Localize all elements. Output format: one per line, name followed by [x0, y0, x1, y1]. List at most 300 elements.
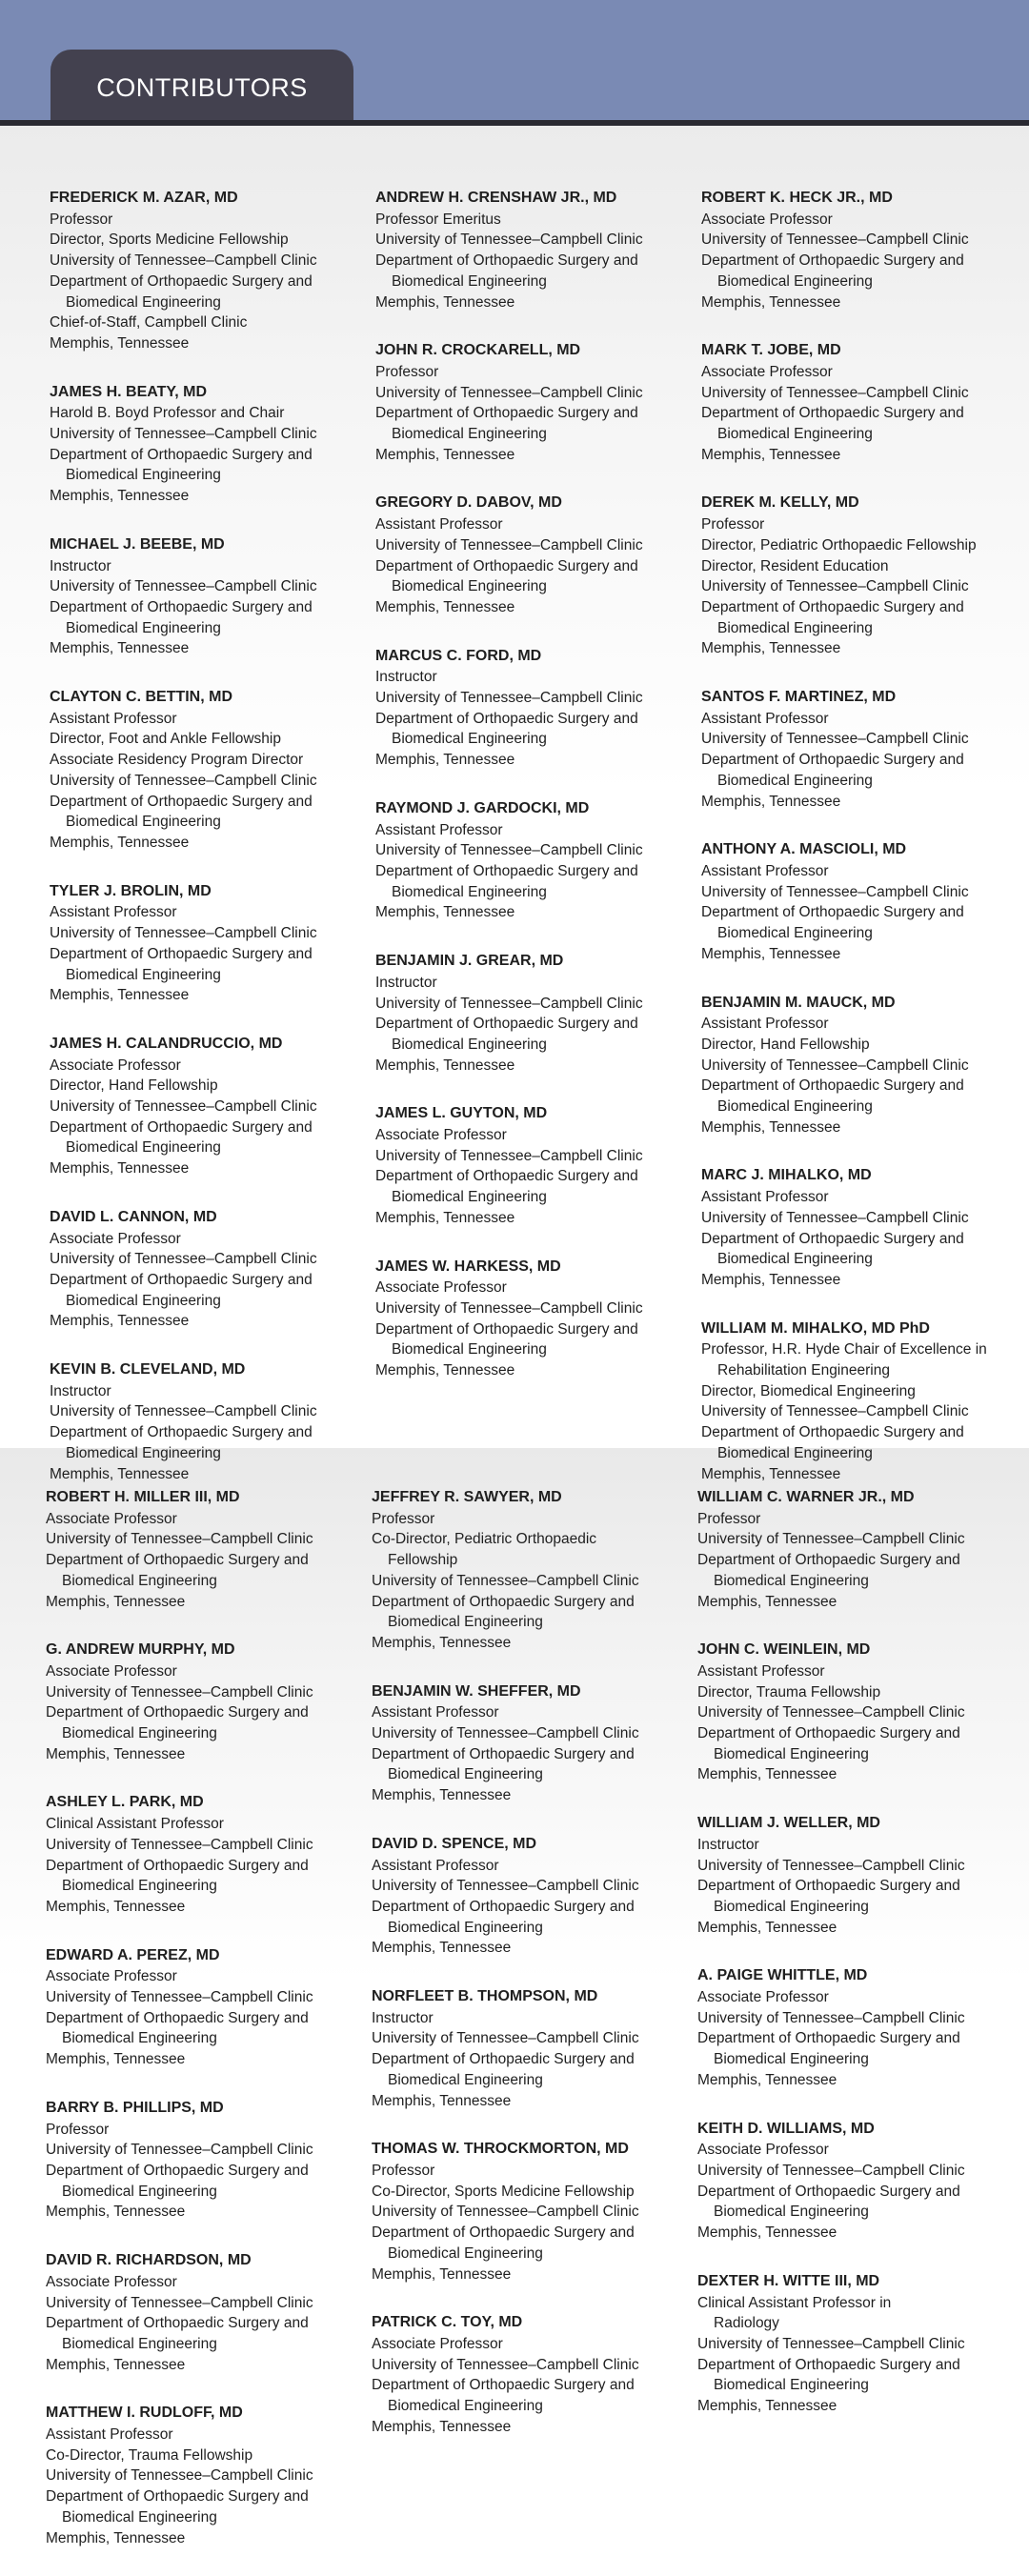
- contributor-affiliation-line: Biomedical Engineering: [66, 1292, 221, 1309]
- contributor-affiliation-line: Department of Orthopaedic Surgery and: [375, 557, 638, 574]
- contributor-affiliation-line: Department of Orthopaedic Surgery and: [375, 1168, 638, 1185]
- contributor-affiliation-line: Department of Orthopaedic Surgery and: [701, 752, 964, 769]
- contributor-entry: [372, 1681, 686, 1806]
- contributor-affiliation-line: University of Tennessee–Campbell Clinic: [46, 2467, 313, 2485]
- contributor-affiliation-line: Biomedical Engineering: [717, 1251, 873, 1268]
- contributor-affiliation-line: Biomedical Engineering: [388, 2244, 543, 2262]
- contributor-affiliation-line: Department of Orthopaedic Surgery and: [372, 1593, 635, 1610]
- contributor-affiliation-line: University of Tennessee–Campbell Clinic: [375, 995, 643, 1012]
- contributor-affiliation-line: Memphis, Tennessee: [372, 2418, 512, 2435]
- contributor-affiliation-line: Department of Orthopaedic Surgery and: [375, 862, 638, 879]
- contributor-affiliation-line: Memphis, Tennessee: [375, 446, 515, 463]
- contributor-affiliation-line: University of Tennessee–Campbell Clinic: [697, 2162, 965, 2179]
- contributor-affiliation-line: Director, Hand Fellowship: [701, 1036, 870, 1053]
- contributor-name: DEXTER H. WITTE III, MD: [697, 2272, 880, 2289]
- contributor-entry: [697, 1487, 1012, 1612]
- contributor-affiliation-line: Department of Orthopaedic Surgery and: [375, 710, 638, 727]
- contributor-entry: [46, 1792, 360, 1917]
- contributor-affiliation-line: Memphis, Tennessee: [701, 793, 841, 810]
- contributor-entry: [701, 493, 1016, 659]
- contributor-affiliation-line: Biomedical Engineering: [66, 814, 221, 831]
- contributor-affiliation-line: Professor: [50, 211, 113, 228]
- contributor-affiliation-line: Biomedical Engineering: [392, 426, 547, 443]
- contributor-affiliation-line: Memphis, Tennessee: [697, 2398, 837, 2415]
- contributor-affiliation-line: Professor, H.R. Hyde Chair of Excellence in: [701, 1341, 987, 1358]
- contributor-entry: [697, 1813, 1012, 1938]
- contributor-affiliation-line: Department of Orthopaedic Surgery and: [697, 1725, 960, 1742]
- contributor-entry: [375, 646, 690, 771]
- contributor-affiliation-line: Memphis, Tennessee: [375, 752, 515, 769]
- contributor-name: PATRICK C. TOY, MD: [372, 2314, 523, 2331]
- contributor-affiliation-line: Associate Professor: [375, 1127, 507, 1144]
- contributor-affiliation-line: Department of Orthopaedic Surgery and: [372, 1898, 635, 1915]
- contributor-affiliation-line: Assistant Professor: [372, 1704, 499, 1721]
- contributor-affiliation-line: Biomedical Engineering: [717, 619, 873, 636]
- contributor-affiliation-line: Co-Director, Sports Medicine Fellowship: [372, 2183, 635, 2200]
- contributor-affiliation-line: Memphis, Tennessee: [50, 640, 190, 657]
- contributor-affiliation-line: University of Tennessee–Campbell Clinic: [50, 252, 317, 270]
- contributor-affiliation-line: University of Tennessee–Campbell Clinic: [46, 2294, 313, 2311]
- contributor-affiliation-line: Department of Orthopaedic Surgery and: [375, 1320, 638, 1338]
- contributor-affiliation-line: University of Tennessee–Campbell Clinic: [50, 1098, 317, 1116]
- contributor-affiliation-line: Assistant Professor: [701, 1016, 829, 1033]
- contributor-affiliation-line: Department of Orthopaedic Surgery and: [697, 1878, 960, 1895]
- contributor-entry: [701, 340, 1016, 465]
- contributor-affiliation-line: Clinical Assistant Professor: [46, 1816, 224, 1833]
- contributor-affiliation-line: Department of Orthopaedic Surgery and: [701, 405, 964, 422]
- contributor-affiliation-line: Memphis, Tennessee: [46, 1593, 186, 1610]
- contributor-affiliation-line: Biomedical Engineering: [62, 1572, 217, 1589]
- contributor-name: JOHN R. CROCKARELL, MD: [375, 342, 581, 359]
- contributor-entry: [50, 534, 364, 659]
- contributor-affiliation-line: Memphis, Tennessee: [697, 2071, 837, 2088]
- contributor-name: ASHLEY L. PARK, MD: [46, 1794, 204, 1811]
- contributor-affiliation-line: Department of Orthopaedic Surgery and: [701, 1077, 964, 1095]
- contributor-affiliation-line: University of Tennessee–Campbell Clinic: [701, 384, 969, 401]
- contributor-affiliation-line: Memphis, Tennessee: [375, 598, 515, 615]
- contributor-affiliation-line: Assistant Professor: [701, 1189, 829, 1206]
- contributor-affiliation-line: Professor: [701, 516, 765, 533]
- contributor-affiliation-line: University of Tennessee–Campbell Clinic: [372, 1725, 639, 1742]
- contributor-affiliation-line: Director, Hand Fellowship: [50, 1077, 218, 1095]
- contributor-affiliation-line: Memphis, Tennessee: [46, 2356, 186, 2373]
- contributor-affiliation-line: Associate Professor: [50, 1057, 181, 1074]
- contributor-name: WILLIAM M. MIHALKO, MD PhD: [701, 1319, 930, 1337]
- contributor-affiliation-line: Department of Orthopaedic Surgery and: [46, 1704, 309, 1721]
- contributor-name: A. PAIGE WHITTLE, MD: [697, 1967, 868, 1984]
- contributor-affiliation-line: Department of Orthopaedic Surgery and: [701, 1424, 964, 1441]
- contributor-name: JOHN C. WEINLEIN, MD: [697, 1641, 871, 1659]
- contributor-column: [701, 188, 1016, 1512]
- contributor-affiliation-line: Biomedical Engineering: [62, 2508, 217, 2526]
- contributor-entry: [701, 1318, 1016, 1485]
- contributor-affiliation-line: University of Tennessee–Campbell Clinic: [46, 2142, 313, 2159]
- contributor-affiliation-line: Department of Orthopaedic Surgery and: [46, 2488, 309, 2506]
- contributor-entry: [697, 2119, 1012, 2244]
- contributor-affiliation-line: Biomedical Engineering: [388, 1766, 543, 1783]
- contributor-entry: [46, 2403, 360, 2548]
- contributor-affiliation-line: Biomedical Engineering: [714, 2377, 869, 2394]
- contributor-name: GREGORY D. DABOV, MD: [375, 494, 562, 512]
- contributor-affiliation-line: Department of Orthopaedic Surgery and: [372, 2224, 635, 2242]
- contributor-affiliation-line: Memphis, Tennessee: [697, 1766, 837, 1783]
- contributor-affiliation-line: University of Tennessee–Campbell Clinic: [375, 1147, 643, 1164]
- contributor-affiliation-line: Department of Orthopaedic Surgery and: [46, 2315, 309, 2332]
- contributor-affiliation-line: University of Tennessee–Campbell Clinic: [50, 1251, 317, 1268]
- contributor-affiliation-line: Biomedical Engineering: [392, 1189, 547, 1206]
- contributor-name: FREDERICK M. AZAR, MD: [50, 190, 238, 206]
- contributor-affiliation-line: Biomedical Engineering: [717, 1444, 873, 1461]
- contributor-affiliation-line: Department of Orthopaedic Surgery and: [46, 1552, 309, 1569]
- contributor-name: KEITH D. WILLIAMS, MD: [697, 2120, 875, 2137]
- contributor-affiliation-line: Biomedical Engineering: [388, 1919, 543, 1936]
- contributor-affiliation-line: University of Tennessee–Campbell Clinic: [375, 842, 643, 859]
- contributor-affiliation-line: Memphis, Tennessee: [50, 987, 190, 1004]
- contributor-entry: [375, 1103, 690, 1228]
- contributor-entry: [50, 188, 364, 354]
- contributor-name: BENJAMIN J. GREAR, MD: [375, 953, 564, 970]
- contributor-name: EDWARD A. PEREZ, MD: [46, 1946, 220, 1963]
- contributor-affiliation-line: University of Tennessee–Campbell Clinic: [50, 925, 317, 942]
- contributor-affiliation-line: Memphis, Tennessee: [701, 1271, 841, 1288]
- contributor-column: [372, 1487, 686, 2465]
- contributor-affiliation-line: University of Tennessee–Campbell Clinic: [46, 1836, 313, 1853]
- contributor-affiliation-line: Assistant Professor: [46, 2426, 173, 2444]
- contributor-affiliation-line: Director, Foot and Ankle Fellowship: [50, 731, 281, 748]
- contributor-affiliation-line: Memphis, Tennessee: [372, 1940, 512, 1957]
- contributor-affiliation-line: Biomedical Engineering: [66, 966, 221, 983]
- contributor-entry: [372, 1487, 686, 1654]
- contributor-affiliation-line: Department of Orthopaedic Surgery and: [701, 904, 964, 921]
- contributor-affiliation-line: Associate Professor: [697, 2142, 829, 2159]
- contributor-affiliation-line: University of Tennessee–Campbell Clinic: [50, 578, 317, 595]
- contributor-name: RAYMOND J. GARDOCKI, MD: [375, 799, 590, 816]
- contributor-affiliation-line: Biomedical Engineering: [717, 1098, 873, 1116]
- contributor-affiliation-line: Department of Orthopaedic Surgery and: [50, 945, 313, 962]
- contributor-affiliation-line: Biomedical Engineering: [717, 272, 873, 290]
- contributor-affiliation-line: Department of Orthopaedic Surgery and: [50, 1424, 313, 1441]
- contributor-affiliation-line: University of Tennessee–Campbell Clinic: [701, 1057, 969, 1074]
- contributor-affiliation-line: Instructor: [375, 669, 437, 686]
- contributor-affiliation-line: Department of Orthopaedic Surgery and: [372, 2377, 635, 2394]
- contributor-name: ROBERT K. HECK JR., MD: [701, 190, 893, 206]
- contributor-affiliation-line: Memphis, Tennessee: [372, 1787, 512, 1804]
- contributor-affiliation-line: Director, Pediatric Orthopaedic Fellowship: [701, 536, 977, 553]
- contributor-affiliation-line: Department of Orthopaedic Surgery and: [697, 1552, 960, 1569]
- contributor-affiliation-line: Chief-of-Staff, Campbell Clinic: [50, 314, 248, 332]
- contributor-name: JAMES H. BEATY, MD: [50, 383, 208, 400]
- contributor-name: MARCUS C. FORD, MD: [375, 647, 542, 664]
- contributor-affiliation-line: Memphis, Tennessee: [46, 2051, 186, 2068]
- contributor-affiliation-line: Professor: [372, 2162, 435, 2179]
- contributor-name: ROBERT H. MILLER III, MD: [46, 1489, 240, 1505]
- contributor-affiliation-line: University of Tennessee–Campbell Clinic: [50, 426, 317, 443]
- contributor-affiliation-line: Professor: [697, 1510, 761, 1527]
- contributor-affiliation-line: Assistant Professor: [697, 1662, 825, 1680]
- contributor-entry: [50, 1207, 364, 1332]
- contributor-affiliation-line: Instructor: [375, 974, 437, 991]
- contributor-entry: [50, 1359, 364, 1484]
- contributor-affiliation-line: University of Tennessee–Campbell Clinic: [697, 1531, 965, 1548]
- contributor-affiliation-line: University of Tennessee–Campbell Clinic: [375, 231, 643, 249]
- contributor-affiliation-line: Department of Orthopaedic Surgery and: [50, 446, 313, 463]
- contributor-entry: [375, 493, 690, 617]
- contributor-affiliation-line: Biomedical Engineering: [714, 1745, 869, 1762]
- contributor-affiliation-line: Associate Professor: [46, 1968, 177, 1985]
- contributor-affiliation-line: Biomedical Engineering: [392, 1341, 547, 1358]
- contributor-affiliation-line: Memphis, Tennessee: [697, 1919, 837, 1936]
- contributor-name: BARRY B. PHILLIPS, MD: [46, 2099, 224, 2116]
- contributor-affiliation-line: Associate Professor: [701, 211, 833, 228]
- contributor-entry: [46, 1945, 360, 2070]
- contributor-entry: [701, 839, 1016, 964]
- contributor-affiliation-line: Department of Orthopaedic Surgery and: [372, 2051, 635, 2068]
- contributor-affiliation-line: Biomedical Engineering: [66, 467, 221, 484]
- contributor-name: SANTOS F. MARTINEZ, MD: [701, 689, 897, 706]
- contributor-name: TYLER J. BROLIN, MD: [50, 882, 212, 899]
- contributor-affiliation-line: Biomedical Engineering: [392, 578, 547, 595]
- contributor-name: MATTHEW I. RUDLOFF, MD: [46, 2405, 243, 2422]
- contributor-entry: [46, 2250, 360, 2375]
- contributor-column: [46, 1487, 360, 2576]
- contributor-affiliation-line: Biomedical Engineering: [392, 272, 547, 290]
- contributor-affiliation-line: Biomedical Engineering: [392, 1036, 547, 1053]
- contributor-name: ANTHONY A. MASCIOLI, MD: [701, 841, 907, 858]
- contributor-affiliation-line: Director, Biomedical Engineering: [701, 1382, 916, 1399]
- contributor-affiliation-line: Memphis, Tennessee: [697, 1593, 837, 1610]
- contributor-affiliation-line: University of Tennessee–Campbell Clinic: [697, 2335, 965, 2352]
- contributor-entry: [697, 1640, 1012, 1785]
- contributor-affiliation-line: University of Tennessee–Campbell Clinic: [46, 1683, 313, 1701]
- contributor-affiliation-line: Memphis, Tennessee: [50, 1160, 190, 1177]
- contributor-entry: [697, 1965, 1012, 2090]
- contributor-affiliation-line: University of Tennessee–Campbell Clinic: [50, 1403, 317, 1420]
- contributor-affiliation-line: Biomedical Engineering: [714, 1898, 869, 1915]
- contributor-entry: [697, 2271, 1012, 2417]
- contributor-affiliation-line: Instructor: [372, 2009, 434, 2026]
- contributor-affiliation-line: University of Tennessee–Campbell Clinic: [701, 731, 969, 748]
- contributor-affiliation-line: Biomedical Engineering: [62, 2030, 217, 2047]
- contributor-affiliation-line: University of Tennessee–Campbell Clinic: [375, 1299, 643, 1317]
- contributor-affiliation-line: University of Tennessee–Campbell Clinic: [375, 384, 643, 401]
- contributor-affiliation-line: Co-Director, Pediatric Orthopaedic: [372, 1531, 597, 1548]
- contributor-entry: [375, 188, 690, 312]
- contributor-affiliation-line: University of Tennessee–Campbell Clinic: [372, 2356, 639, 2373]
- contributor-affiliation-line: Biomedical Engineering: [66, 1444, 221, 1461]
- contributor-affiliation-line: Biomedical Engineering: [717, 426, 873, 443]
- contributor-affiliation-line: Department of Orthopaedic Surgery and: [697, 2030, 960, 2047]
- contributor-affiliation-line: Memphis, Tennessee: [50, 834, 190, 851]
- contributor-affiliation-line: University of Tennessee–Campbell Clinic: [701, 1403, 969, 1420]
- contributor-affiliation-line: Memphis, Tennessee: [701, 293, 841, 311]
- contributor-name: WILLIAM J. WELLER, MD: [697, 1815, 880, 1832]
- contributor-affiliation-line: Biomedical Engineering: [62, 1878, 217, 1895]
- contributor-affiliation-line: Instructor: [50, 557, 111, 574]
- contributor-name: JEFFREY R. SAWYER, MD: [372, 1489, 562, 1505]
- contributor-affiliation-line: Memphis, Tennessee: [50, 334, 190, 352]
- contributor-affiliation-line: Department of Orthopaedic Surgery and: [701, 598, 964, 615]
- contributor-affiliation-line: Memphis, Tennessee: [701, 945, 841, 962]
- contributor-name: THOMAS W. THROCKMORTON, MD: [372, 2141, 629, 2158]
- contributor-entry: [50, 881, 364, 1006]
- contributor-affiliation-line: Memphis, Tennessee: [372, 2265, 512, 2283]
- contributor-affiliation-line: Memphis, Tennessee: [46, 1745, 186, 1762]
- contributor-entry: [372, 2312, 686, 2437]
- contributor-affiliation-line: University of Tennessee–Campbell Clinic: [372, 1878, 639, 1895]
- contributor-affiliation-line: Memphis, Tennessee: [50, 1465, 190, 1482]
- contributor-affiliation-line: Department of Orthopaedic Surgery and: [50, 1271, 313, 1288]
- contributor-affiliation-line: Associate Professor: [50, 1230, 181, 1247]
- contributor-entry: [375, 798, 690, 923]
- contributor-entry: [375, 340, 690, 465]
- contributor-affiliation-line: Department of Orthopaedic Surgery and: [375, 252, 638, 270]
- contributor-affiliation-line: Department of Orthopaedic Surgery and: [50, 272, 313, 290]
- contributor-name: MICHAEL J. BEEBE, MD: [50, 535, 225, 553]
- contributor-column: [375, 188, 690, 1409]
- contributor-affiliation-line: Professor Emeritus: [375, 211, 501, 228]
- contributor-name: ANDREW H. CRENSHAW JR., MD: [375, 190, 617, 206]
- contributor-affiliation-line: Biomedical Engineering: [388, 2071, 543, 2088]
- contributor-affiliation-line: Professor: [46, 2121, 110, 2138]
- contributor-name: CLAYTON C. BETTIN, MD: [50, 689, 233, 706]
- contributor-name: WILLIAM C. WARNER JR., MD: [697, 1489, 915, 1505]
- contributor-entry: [46, 2098, 360, 2223]
- contributor-entry: [46, 1640, 360, 1764]
- contributor-affiliation-line: Co-Director, Trauma Fellowship: [46, 2446, 253, 2464]
- contributor-entry: [46, 1487, 360, 1612]
- contributor-affiliation-line: Memphis, Tennessee: [46, 2529, 186, 2546]
- contributor-affiliation-line: Department of Orthopaedic Surgery and: [375, 405, 638, 422]
- contributor-affiliation-line: Biomedical Engineering: [717, 925, 873, 942]
- contributor-affiliation-line: University of Tennessee–Campbell Clinic: [50, 772, 317, 789]
- contributor-affiliation-line: Biomedical Engineering: [66, 619, 221, 636]
- contributor-entry: [50, 382, 364, 507]
- contributor-affiliation-line: Associate Professor: [372, 2335, 503, 2352]
- contributor-affiliation-line: Department of Orthopaedic Surgery and: [46, 2162, 309, 2179]
- contributor-affiliation-line: Assistant Professor: [701, 710, 829, 727]
- contributor-affiliation-line: Department of Orthopaedic Surgery and: [46, 2009, 309, 2026]
- contributor-affiliation-line: Memphis, Tennessee: [372, 2092, 512, 2109]
- contributor-affiliation-line: Biomedical Engineering: [714, 2051, 869, 2068]
- contributor-affiliation-line: Department of Orthopaedic Surgery and: [701, 1230, 964, 1247]
- contributor-affiliation-line: Clinical Assistant Professor in: [697, 2294, 892, 2311]
- contributor-entry: [375, 951, 690, 1076]
- contributor-affiliation-line: Fellowship: [388, 1552, 458, 1569]
- contributor-affiliation-line: Department of Orthopaedic Surgery and: [50, 793, 313, 810]
- contributor-affiliation-line: Associate Professor: [46, 1662, 177, 1680]
- contributor-affiliation-line: Radiology: [714, 2315, 779, 2332]
- contributor-affiliation-line: University of Tennessee–Campbell Clinic: [697, 2009, 965, 2026]
- contributor-affiliation-line: University of Tennessee–Campbell Clinic: [701, 578, 969, 595]
- contributor-entry: [50, 1034, 364, 1179]
- contributor-affiliation-line: University of Tennessee–Campbell Clinic: [372, 2030, 639, 2047]
- contributor-entry: [372, 2139, 686, 2284]
- contributor-affiliation-line: University of Tennessee–Campbell Clinic: [375, 536, 643, 553]
- contributor-affiliation-line: University of Tennessee–Campbell Clinic: [701, 883, 969, 900]
- contributor-affiliation-line: Biomedical Engineering: [66, 1139, 221, 1157]
- contributor-affiliation-line: University of Tennessee–Campbell Clinic: [46, 1989, 313, 2006]
- contributor-affiliation-line: Associate Professor: [46, 2273, 177, 2290]
- contributor-affiliation-line: Biomedical Engineering: [66, 293, 221, 311]
- contributor-affiliation-line: Instructor: [50, 1382, 111, 1399]
- contributor-affiliation-line: Assistant Professor: [701, 862, 829, 879]
- contributor-affiliation-line: Department of Orthopaedic Surgery and: [50, 598, 313, 615]
- contributor-affiliation-line: Biomedical Engineering: [388, 1614, 543, 1631]
- contributor-name: MARK T. JOBE, MD: [701, 342, 841, 359]
- contributor-affiliation-line: University of Tennessee–Campbell Clinic: [701, 1209, 969, 1226]
- contributor-affiliation-line: Associate Professor: [46, 1510, 177, 1527]
- contributor-affiliation-line: Department of Orthopaedic Surgery and: [375, 1016, 638, 1033]
- contributor-affiliation-line: Director, Trauma Fellowship: [697, 1683, 881, 1701]
- contributor-name: JAMES W. HARKESS, MD: [375, 1258, 561, 1275]
- contributor-affiliation-line: Instructor: [697, 1836, 759, 1853]
- contributor-name: G. ANDREW MURPHY, MD: [46, 1641, 235, 1659]
- contributor-affiliation-line: Director, Resident Education: [701, 557, 889, 574]
- contributor-name: DEREK M. KELLY, MD: [701, 494, 859, 512]
- contributor-affiliation-line: Biomedical Engineering: [392, 731, 547, 748]
- contributor-affiliation-line: Associate Professor: [701, 363, 833, 380]
- contributor-affiliation-line: Biomedical Engineering: [714, 2204, 869, 2221]
- contributor-affiliation-line: Department of Orthopaedic Surgery and: [46, 1857, 309, 1874]
- contributor-affiliation-line: University of Tennessee–Campbell Clinic: [697, 1857, 965, 1874]
- contributor-affiliation-line: Memphis, Tennessee: [375, 1057, 515, 1074]
- contributor-affiliation-line: University of Tennessee–Campbell Clinic: [372, 1572, 639, 1589]
- contributor-affiliation-line: Associate Professor: [375, 1279, 507, 1297]
- contributor-affiliation-line: Rehabilitation Engineering: [717, 1362, 890, 1379]
- contributor-entry: [375, 1257, 690, 1381]
- contributor-affiliation-line: University of Tennessee–Campbell Clinic: [697, 1704, 965, 1721]
- contributor-affiliation-line: Assistant Professor: [50, 904, 177, 921]
- contributor-affiliation-line: Professor: [375, 363, 439, 380]
- contributor-affiliation-line: Memphis, Tennessee: [701, 1465, 841, 1482]
- contributor-affiliation-line: Assistant Professor: [50, 710, 177, 727]
- contributor-affiliation-line: Biomedical Engineering: [392, 883, 547, 900]
- contributor-affiliation-line: Department of Orthopaedic Surgery and: [701, 252, 964, 270]
- contributor-name: DAVID R. RICHARDSON, MD: [46, 2252, 252, 2269]
- contributor-entry: [372, 1834, 686, 1959]
- contributor-affiliation-line: Biomedical Engineering: [388, 2398, 543, 2415]
- contributor-affiliation-line: Director, Sports Medicine Fellowship: [50, 231, 289, 249]
- contributor-affiliation-line: Memphis, Tennessee: [375, 1362, 515, 1379]
- contributor-name: DAVID D. SPENCE, MD: [372, 1835, 537, 1852]
- contributor-affiliation-line: University of Tennessee–Campbell Clinic: [46, 1531, 313, 1548]
- contributor-entry: [372, 1986, 686, 2111]
- contributor-entry: [50, 687, 364, 854]
- contributor-affiliation-line: Associate Residency Program Director: [50, 752, 304, 769]
- contributor-affiliation-line: Memphis, Tennessee: [701, 1118, 841, 1136]
- contributor-affiliation-line: Memphis, Tennessee: [375, 904, 515, 921]
- contributor-affiliation-line: University of Tennessee–Campbell Clinic: [372, 2204, 639, 2221]
- contributor-affiliation-line: Memphis, Tennessee: [701, 446, 841, 463]
- contributor-name: DAVID L. CANNON, MD: [50, 1208, 217, 1225]
- contributor-entry: [701, 1165, 1016, 1290]
- contributor-entry: [701, 687, 1016, 812]
- contributor-affiliation-line: Memphis, Tennessee: [375, 1209, 515, 1226]
- contributor-affiliation-line: Memphis, Tennessee: [697, 2224, 837, 2242]
- contributor-affiliation-line: Department of Orthopaedic Surgery and: [372, 1745, 635, 1762]
- contributor-affiliation-line: Memphis, Tennessee: [46, 2204, 186, 2221]
- contributor-affiliation-line: Memphis, Tennessee: [701, 640, 841, 657]
- contributor-affiliation-line: University of Tennessee–Campbell Clinic: [701, 231, 969, 249]
- contributor-column: [50, 188, 364, 1512]
- contributor-affiliation-line: Memphis, Tennessee: [372, 1634, 512, 1651]
- contributor-column: [697, 1487, 1012, 2445]
- contributor-name: BENJAMIN M. MAUCK, MD: [701, 994, 896, 1011]
- contributor-affiliation-line: Department of Orthopaedic Surgery and: [697, 2356, 960, 2373]
- contributor-affiliation-line: Memphis, Tennessee: [50, 488, 190, 505]
- contributor-entry: [701, 188, 1016, 312]
- page-title: CONTRIBUTORS: [50, 50, 353, 124]
